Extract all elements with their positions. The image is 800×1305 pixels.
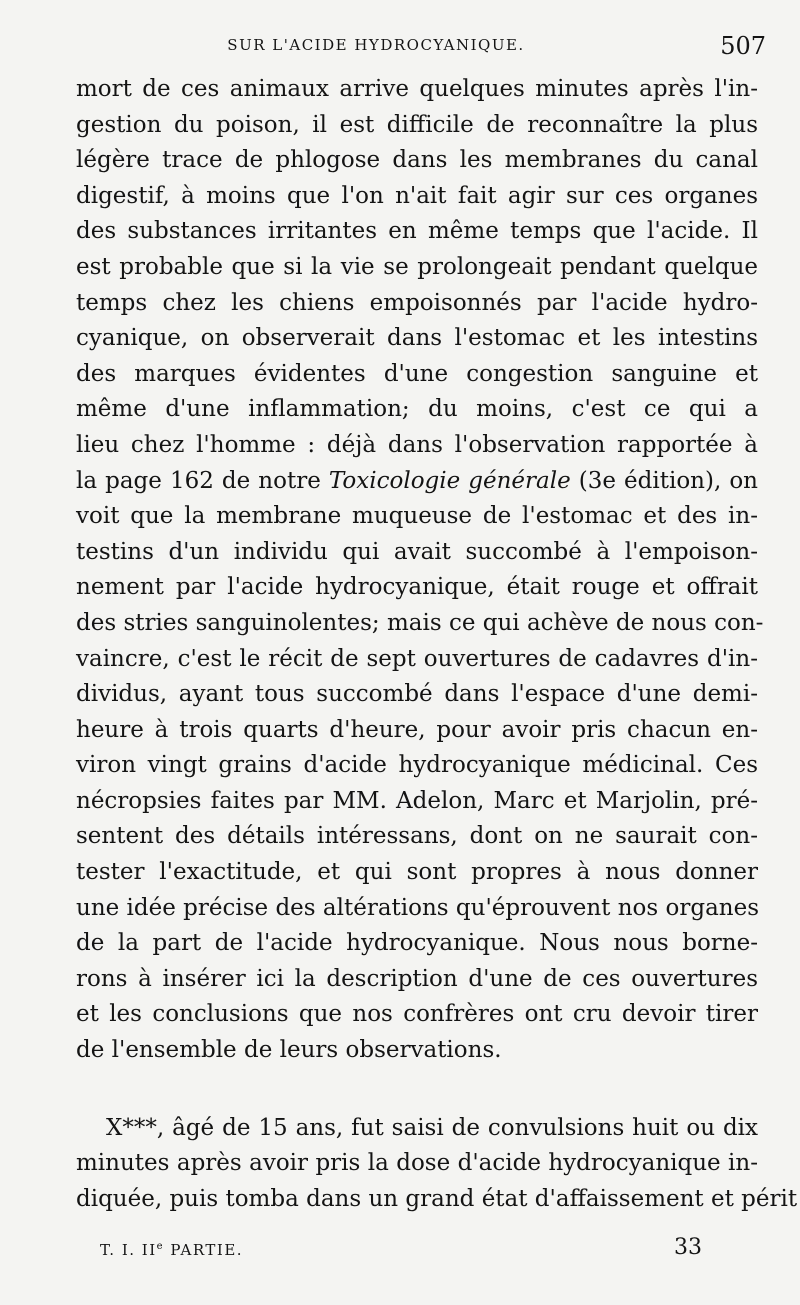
text-line: et les conclusions que nos confrères ont cru devoir tirer — [76, 1001, 758, 1028]
page-footer — [100, 1235, 702, 1267]
signature-number: 33 — [674, 1235, 702, 1260]
text-line: nécropsies faites par MM. Adelon, Marc et Marjolin, pré- — [76, 787, 758, 814]
text-line: est probable que si la vie se prolongeait pendant quelque — [76, 253, 758, 280]
text-line: légère trace de phlogose dans les membranes du canal — [76, 147, 758, 174]
text-line: cyanique, on observerait dans l'estomac et les intestins — [76, 325, 758, 352]
text-line: tester l'exactitude, et qui sont propres à nous donner — [76, 859, 758, 886]
text-line: de l'ensemble de leurs observations. — [76, 1037, 502, 1064]
text-line: mort de ces animaux arrive quelques minutes après l'in- — [76, 76, 758, 102]
running-head — [76, 32, 766, 62]
book-title: Toxicologie générale — [328, 467, 571, 494]
text-line: X***, âgé de 15 ans, fut saisi de convulsions huit ou dix — [106, 1114, 758, 1141]
text-line: même d'une inflammation; du moins, c'est ce qui a — [76, 396, 758, 423]
text-line: rons à insérer ici la description d'une de ces ouvertures — [76, 965, 758, 992]
text-line: gestion du poison, il est difficile de reconnaître la plus — [76, 111, 758, 138]
text-line: diquée, puis tomba dans un grand état d'affaissement et périt — [76, 1185, 798, 1212]
body-text — [76, 72, 798, 1217]
running-title: SUR L'ACIDE HYDROCYANIQUE. — [227, 36, 525, 54]
page-number: 507 — [720, 32, 766, 60]
text-line: dividus, ayant tous succombé dans l'espace d'une demi- — [76, 681, 758, 708]
text-line: sentent des détails intéressans, dont on ne saurait con- — [76, 823, 758, 850]
text-line: une idée précise des altérations qu'éprouvent nos organes — [76, 894, 760, 921]
text-line: voit que la membrane muqueuse de l'estomac et des in- — [76, 503, 758, 530]
text-line: temps chez les chiens empoisonnés par l'acide hydro- — [76, 289, 758, 316]
paragraph-1 — [76, 72, 764, 1069]
text-line: des substances irritantes en même temps que l'acide. Il — [76, 218, 758, 245]
text-line: minutes après avoir pris la dose d'acide hydrocyanique in- — [76, 1150, 758, 1177]
text-line: la page 162 de notre Toxicologie générale (3e édition), on — [76, 467, 758, 494]
text-line: testins d'un individu qui avait succombé à l'empoison- — [76, 538, 758, 565]
text-line: des stries sanguinolentes; mais ce qui achève de nous con- — [76, 609, 764, 636]
signature-mark: T. I. IIe PARTIE. — [100, 1241, 244, 1259]
paragraph-2 — [76, 1111, 798, 1218]
text-line: de la part de l'acide hydrocyanique. Nous nous borne- — [76, 930, 758, 957]
paragraph-gap — [76, 1069, 758, 1111]
text-line: viron vingt grains d'acide hydrocyanique médicinal. Ces — [76, 752, 758, 779]
text-line: heure à trois quarts d'heure, pour avoir pris chacun en- — [76, 716, 758, 743]
text-line: nement par l'acide hydrocyanique, était rouge et offrait — [76, 574, 758, 601]
text-line: digestif, à moins que l'on n'ait fait agir sur ces organes — [76, 182, 758, 209]
text-line: des marques évidentes d'une congestion sanguine et — [76, 360, 758, 387]
text-line: lieu chez l'homme : déjà dans l'observation rapportée à — [76, 431, 758, 458]
text-line: vaincre, c'est le récit de sept ouvertures de cadavres d'in- — [76, 645, 758, 672]
